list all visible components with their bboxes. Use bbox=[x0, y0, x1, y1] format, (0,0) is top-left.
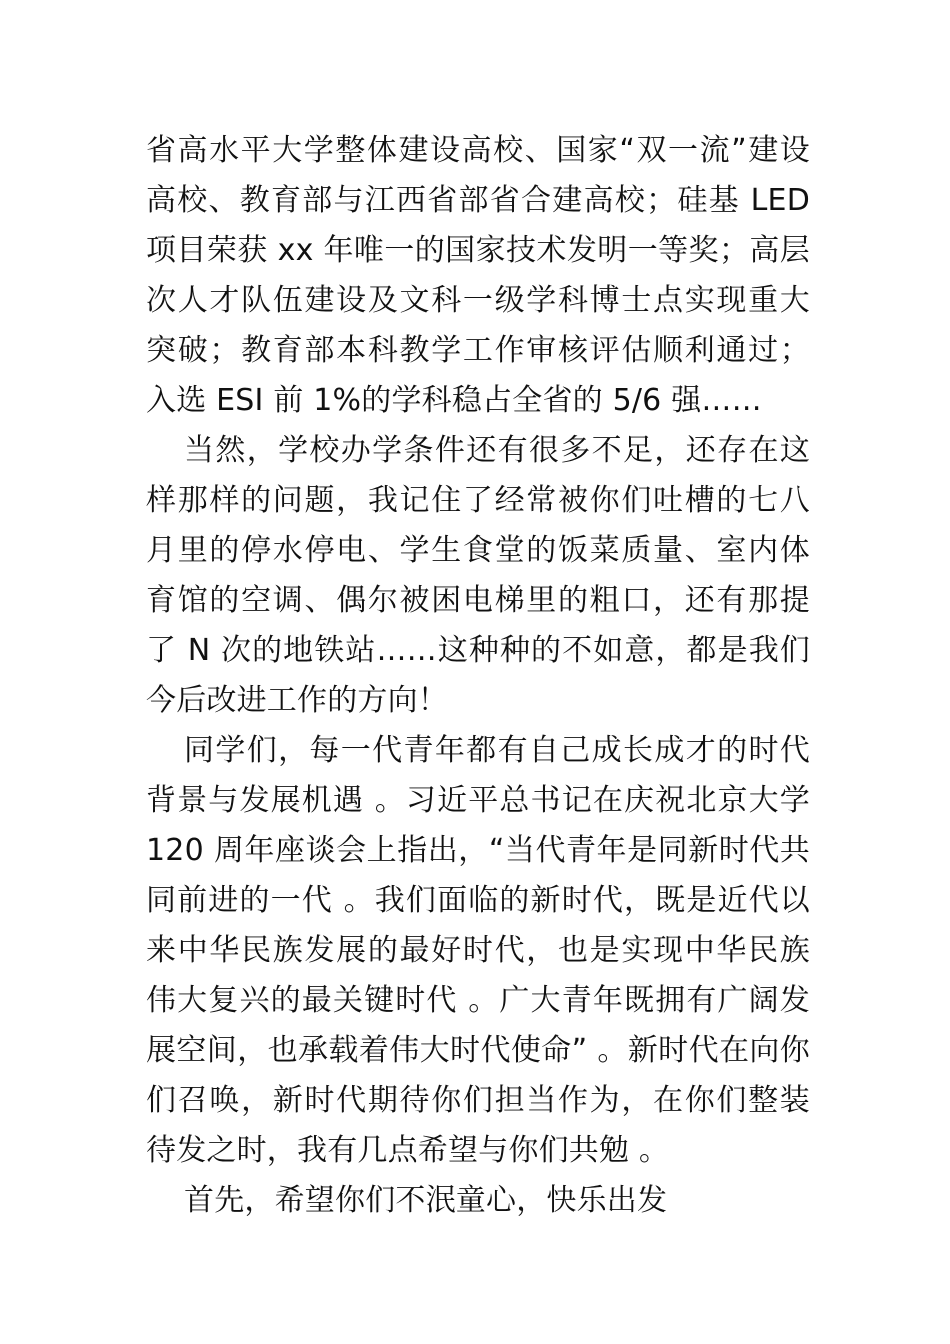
paragraph-new-era: 同学们，每一代青年都有自己成长成才的时代背景与发展机遇 。习近平总书记在庆祝北京大学 120 周年座谈会上指出，“当代青年是同新时代共同前进的一代 。我们面临的新时代，既是近代以来中华民族发展的最好时代，也是实现中华民族伟大复兴的最关键时代 。广大青年既拥有广阔发展空间，也承载着伟大时代使命” 。新时代在向你们召唤，新时代期待你们担当作为，在你们整装待发之时，我有几点希望与你们共勉 。 bbox=[146, 733, 810, 1168]
paragraph-achievements: 省高水平大学整体建设高校、国家“双一流”建设高校、教育部与江西省部省合建高校；硅基 LED 项目荣获 xx 年唯一的国家技术发明一等奖；高层次人才队伍建设及文科一级学科博士点实现重大突破；教育部本科教学工作审核评估顺利通过；入选 ESI 前 1%的学科稳占全省的 5/6 强…… bbox=[146, 133, 810, 418]
paragraph-first-hope: 首先，希望你们不泯童心，快乐出发 bbox=[184, 1183, 668, 1218]
document-body bbox=[146, 126, 810, 1226]
paragraph-shortcomings: 当然，学校办学条件还有很多不足，还存在这样那样的问题，我记住了经常被你们吐槽的七八月里的停水停电、学生食堂的饭菜质量、室内体育馆的空调、偶尔被困电梯里的粗口，还有那提了 N 次的地铁站……这种种的不如意，都是我们今后改进工作的方向！ bbox=[146, 433, 810, 718]
